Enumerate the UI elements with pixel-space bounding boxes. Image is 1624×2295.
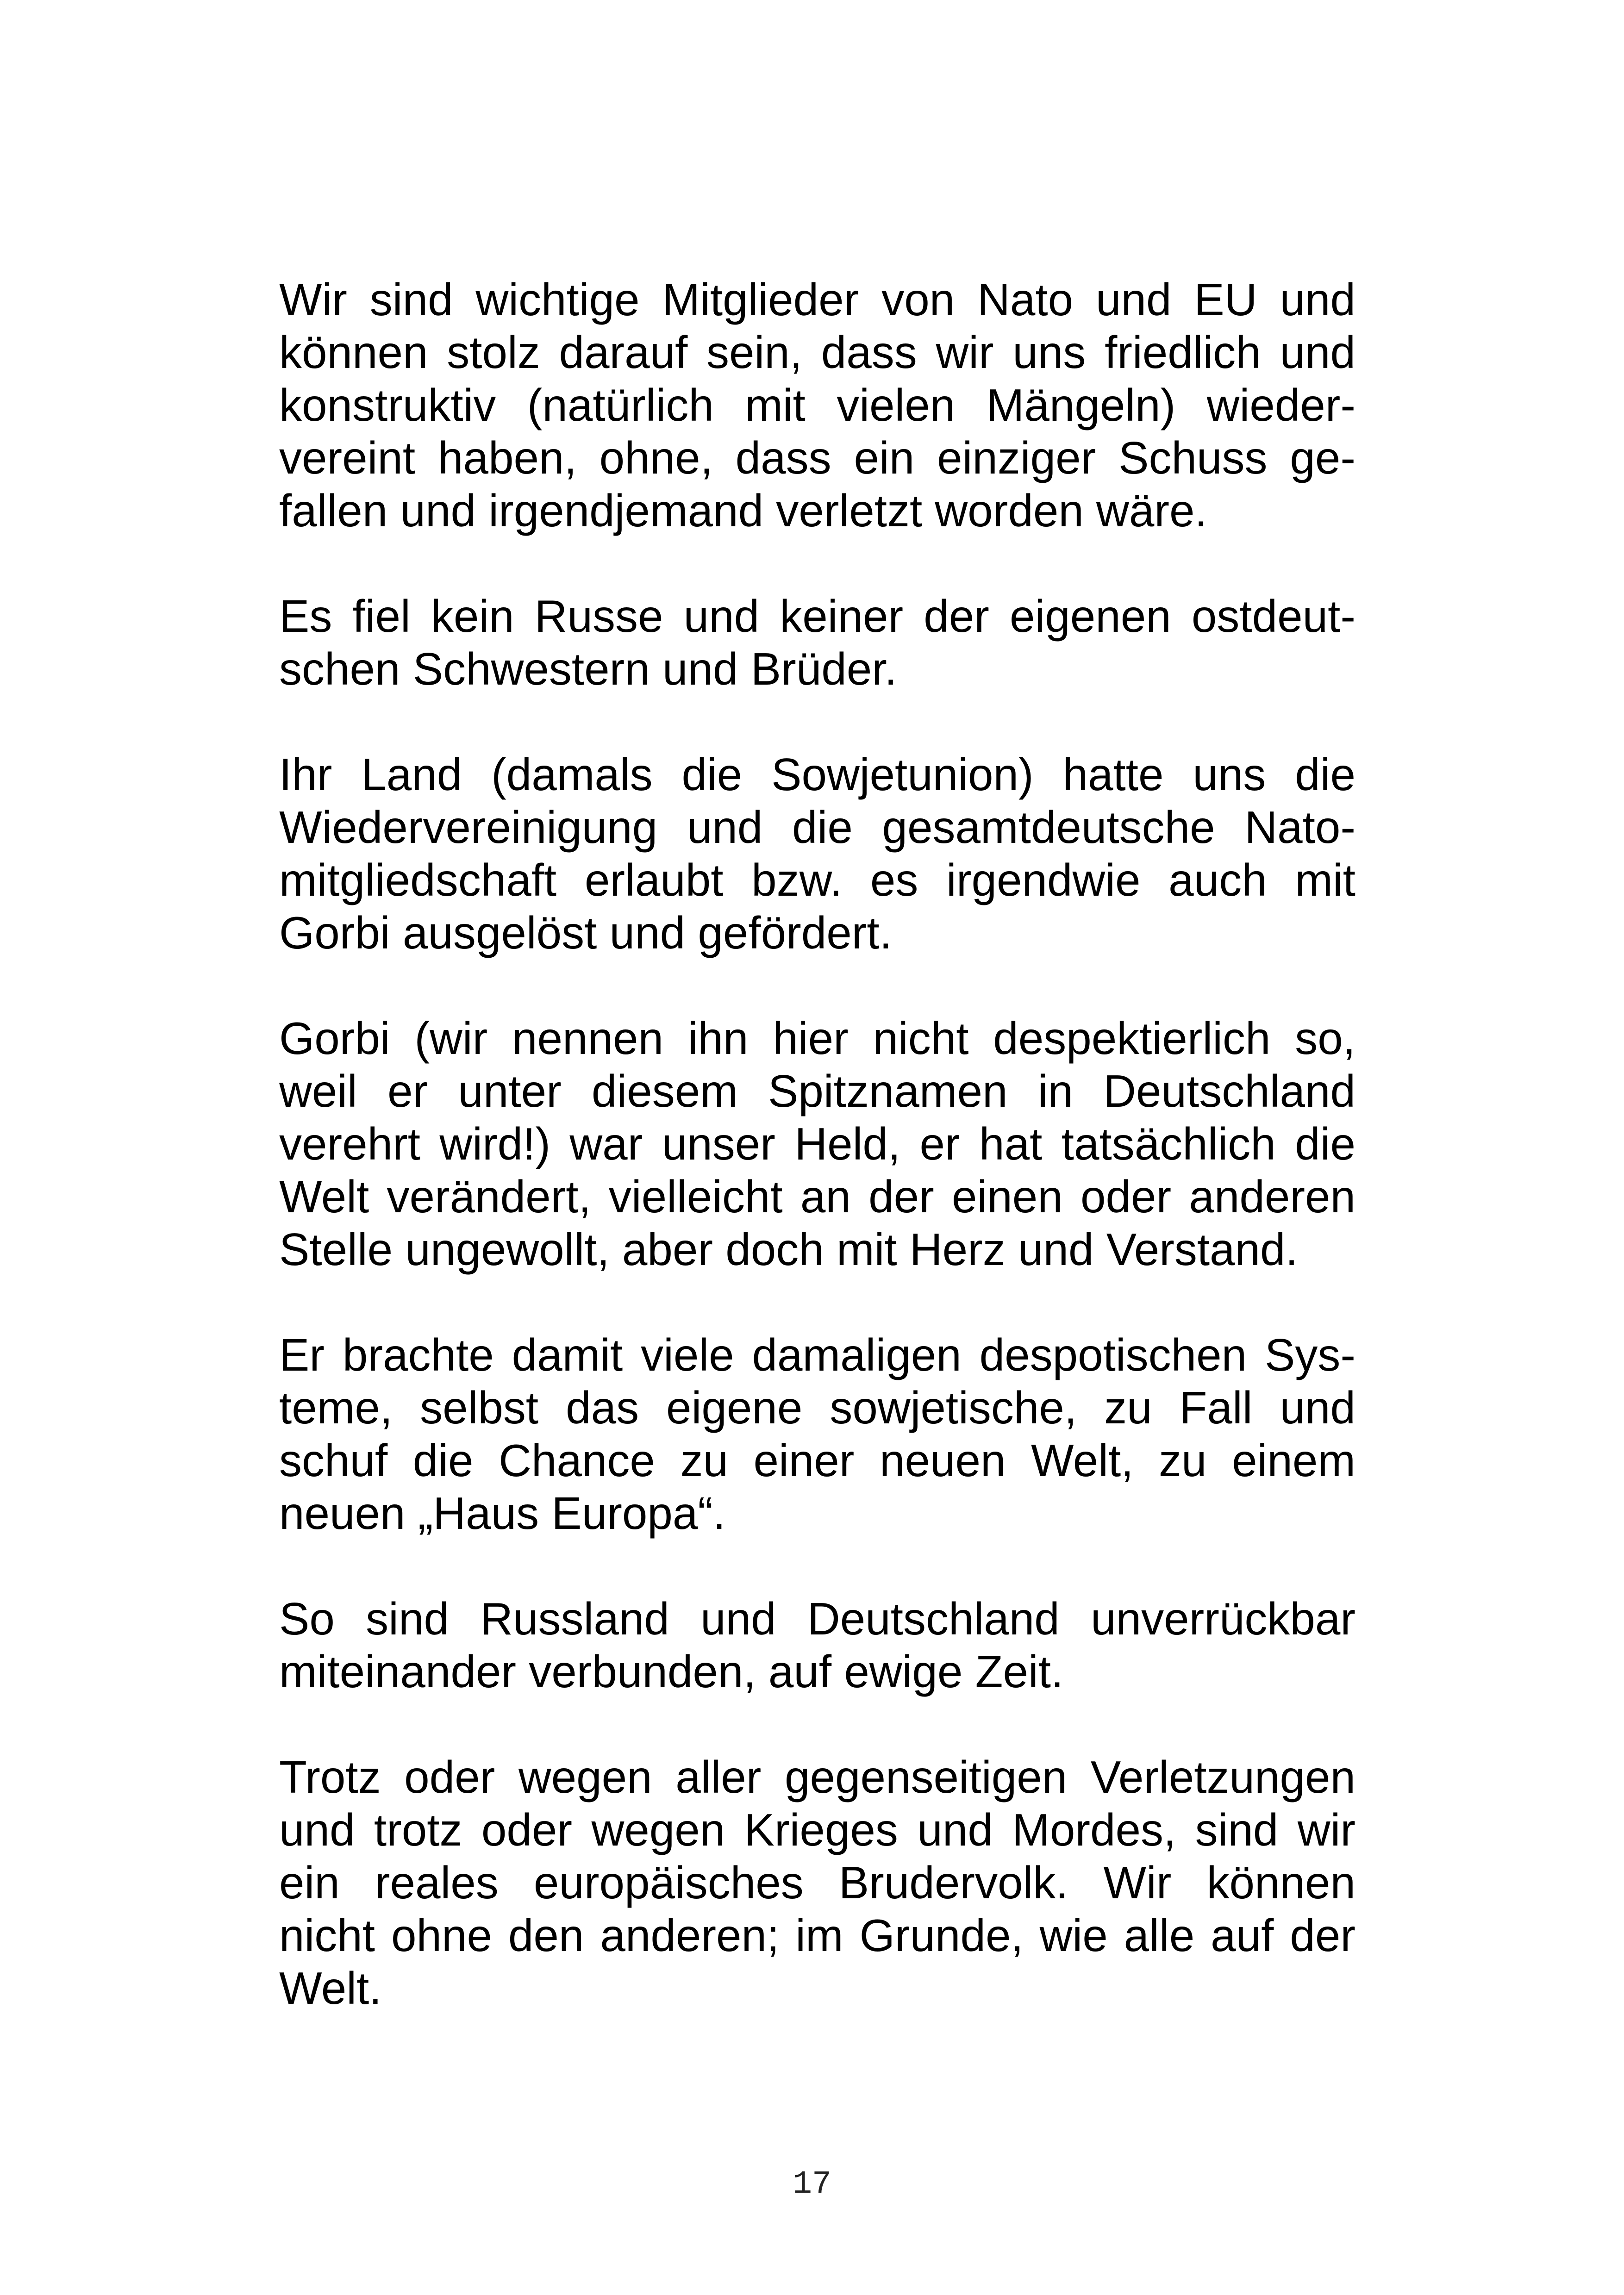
page-number: 17 [792,2166,831,2203]
text-line: können stolz darauf sein, dass wir uns friedlich und [279,327,1355,378]
text-line: nicht ohne den anderen; im Grunde, wie alle auf der [279,1910,1355,1961]
text-line: Ihr Land (damals die Sowjetunion) hatte uns die [279,749,1355,800]
paragraph [279,590,1355,695]
text-line: Gorbi (wir nennen ihn hier nicht despektierlich so, [279,1013,1355,1064]
text-line: ein reales europäisches Brudervolk. Wir können [279,1857,1355,1908]
paragraph [279,273,1355,537]
text-line: schen Schwestern und Brüder. [279,643,897,694]
text-line: mitgliedschaft erlaubt bzw. es irgendwie auch mit [279,854,1355,905]
text-line: miteinander verbunden, auf ewige Zeit. [279,1646,1064,1697]
text-line: Stelle ungewollt, aber doch mit Herz und Verstand. [279,1224,1298,1275]
text-line: So sind Russland und Deutschland unverrückbar [279,1593,1355,1644]
paragraph [279,1012,1355,1276]
text-line: Welt. [279,1963,382,2014]
text-line: Es fiel kein Russe und keiner der eigenen ostdeut- [279,591,1355,642]
paragraph [279,1592,1355,1698]
text-line: verehrt wird!) war unser Held, er hat tatsächlich die [279,1118,1355,1169]
text-line: Gorbi ausgelöst und gefördert. [279,907,892,958]
body-text [279,273,1355,2067]
paragraph [279,748,1355,959]
text-line: Er brachte damit viele damaligen despotischen Sys- [279,1329,1355,1380]
paragraph [279,1328,1355,1540]
paragraph [279,1751,1355,2014]
text-line: Wir sind wichtige Mitglieder von Nato und EU und [279,274,1355,325]
text-line: fallen und irgendjemand verletzt worden wäre. [279,485,1207,536]
text-line: Welt verändert, vielleicht an der einen oder anderen [279,1171,1355,1222]
text-line: Trotz oder wegen aller gegenseitigen Verletzungen [279,1752,1355,1802]
text-line: teme, selbst das eigene sowjetische, zu Fall und [279,1382,1355,1433]
text-line: Wiedervereinigung und die gesamtdeutsche Nato- [279,802,1355,853]
text-line: und trotz oder wegen Krieges und Mordes, sind wir [279,1804,1355,1855]
text-line: vereint haben, ohne, dass ein einziger Schuss ge- [279,432,1355,483]
text-line: neuen „Haus Europa“. [279,1488,726,1539]
text-line: konstruktiv (natürlich mit vielen Mängeln) wieder- [279,380,1355,430]
text-line: weil er unter diesem Spitznamen in Deutschland [279,1066,1355,1116]
text-line: schuf die Chance zu einer neuen Welt, zu einem [279,1435,1355,1486]
